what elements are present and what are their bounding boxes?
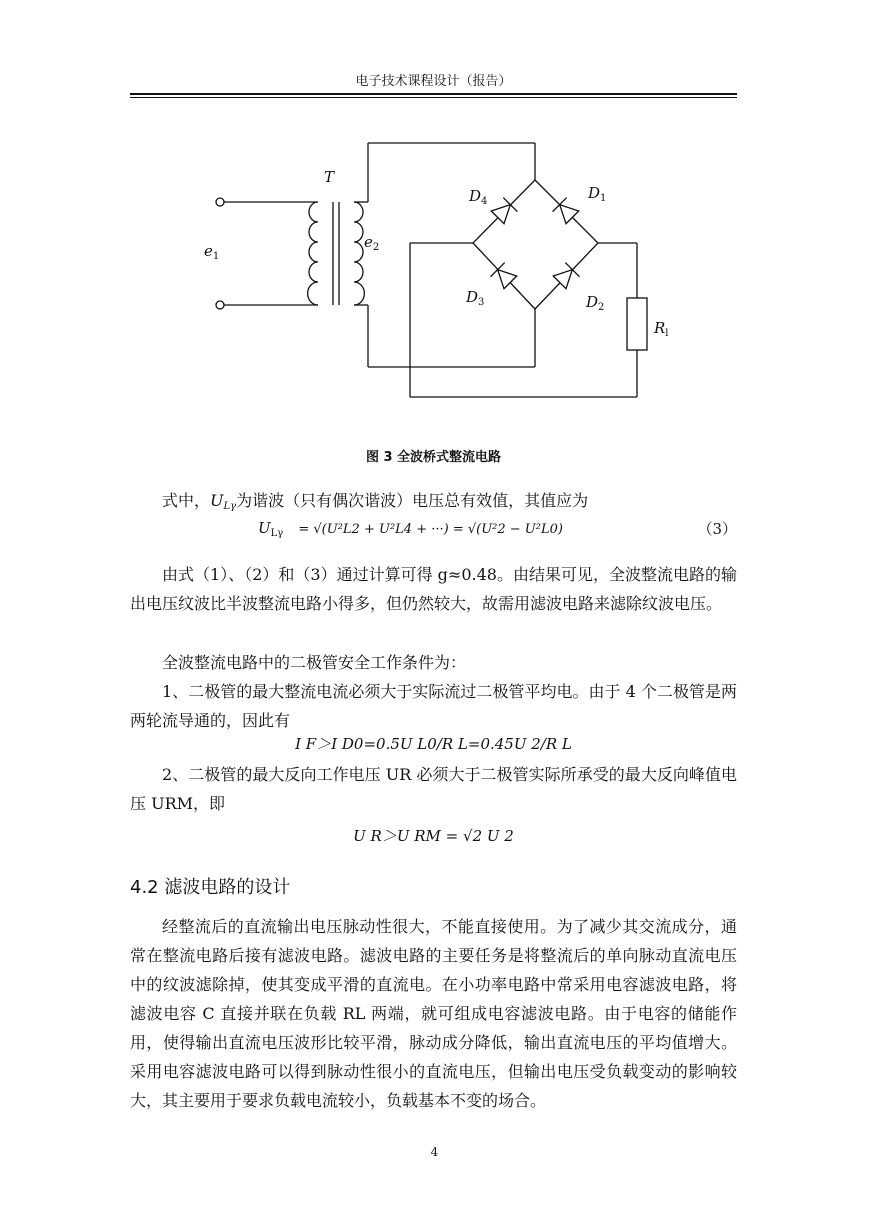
load-resistor [627, 298, 647, 350]
primary-coil [308, 202, 318, 305]
label-D2: $D_2$ [586, 293, 605, 313]
figure-caption: 图 3 全波桥式整流电路 [365, 450, 502, 465]
paragraph-4: 1、二极管的最大整流电流必须大于实际流过二极管平均电。由于 4 个二极管是两两轮流导通的，因此有 [130, 682, 737, 730]
label-D3: $D_3$ [466, 288, 485, 308]
label-D1: $D_1$ [588, 184, 607, 204]
label-e2: $e_2$ [364, 233, 380, 253]
input-terminal-bottom [216, 301, 224, 309]
label-T: T [324, 168, 335, 186]
equation-5: U R＞U RM = √2 U 2 [353, 827, 514, 845]
header-rule-thin [130, 97, 737, 98]
equation-4: I F＞I D0=0.5U L0/R L=0.45U 2/R L [295, 735, 572, 753]
paragraph-2: 由式（1）、（2）和（3）通过计算可得 g≈0.48。由结果可见，全波整流电路的输出电压纹波比半波整流电路小得多，但仍然较大，故需用滤波电路来滤除纹波电压。 [130, 565, 737, 613]
secondary-coil [354, 202, 364, 305]
paragraph-3: 全波整流电路中的二极管安全工作条件为： [162, 653, 467, 672]
paragraph-1: 式中，$U_{L\gamma}$为谐波（只有偶次谐波）电压总有效值，其值应为 [162, 491, 589, 512]
equation-3: $U_{L\gamma} = √(U^2L2 + U^2L4$ + ···) = √(U²2 − U²L0) （3） [258, 519, 737, 539]
label-R: $R_l$ [654, 319, 669, 339]
input-terminal-top [216, 198, 224, 206]
label-D4: $D_4$ [469, 187, 488, 207]
label-e1: $e_1$ [204, 242, 220, 262]
header-rule-thick [130, 93, 737, 95]
paragraph-5: 2、二极管的最大反向工作电压 UR 必须大于二极管实际所承受的最大反向峰值电压 URM，即 [130, 765, 737, 813]
bridge-rectifier-diagram [195, 135, 675, 405]
page-header: 电子技术课程设计（报告） [355, 74, 512, 89]
section-title: 4.2 滤波电路的设计 [130, 877, 291, 898]
page-number: 4 [430, 1145, 439, 1159]
paragraph-6: 经整流后的直流输出电压脉动性很大，不能直接使用。为了减少其交流成分，通常在整流电路后接有滤波电路。滤波电路的主要任务是将整流后的单向脉动直流电压中的纹波滤除掉，使其变成平滑的直流电。在小功率电路中常采用电容滤波电路，将滤波电容 C 直接并联在负载 RL 两端，就可组成电容滤波电路。由于电容的储能作用，使得输出直流电压波形比较平滑，脉动成分降低，输出直流电压的平均值增大。采用电容滤波电路可以得到脉动性很小的直流电压，但输出电压受负载变动的影响较大，其主要用于要求负载电流较小，负载基本不变的场合。 [130, 917, 737, 1110]
bridge-diamond [473, 180, 598, 309]
